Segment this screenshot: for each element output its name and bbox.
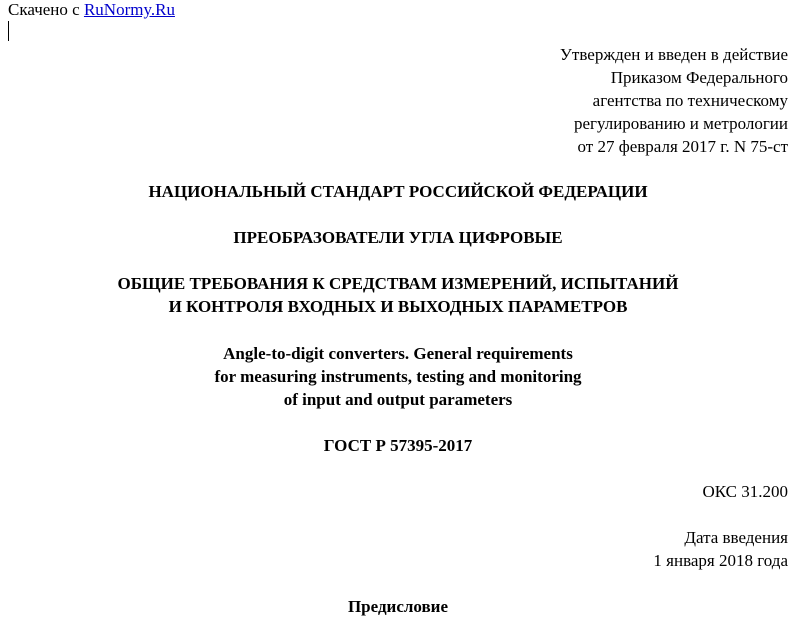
subtitle-line: И КОНТРОЛЯ ВХОДНЫХ И ВЫХОДНЫХ ПАРАМЕТРОВ (168, 297, 628, 316)
source-line (8, 0, 175, 21)
document-heading: НАЦИОНАЛЬНЫЙ СТАНДАРТ РОССИЙСКОЙ ФЕДЕРАЦИИ (148, 182, 648, 201)
source-link[interactable]: RuNormy.Ru (83, 0, 175, 19)
oks-code: ОКС 31.200 (702, 482, 788, 501)
text-cursor (8, 21, 9, 41)
standard-number: ГОСТ Р 57395-2017 (323, 436, 473, 455)
document-title: ПРЕОБРАЗОВАТЕЛИ УГЛА ЦИФРОВЫЕ (233, 228, 563, 247)
document-subtitle (0, 272, 790, 318)
foreword-heading: Предисловие (347, 597, 449, 616)
approval-line: Утвержден и введен в действие (559, 45, 788, 64)
introduction-date-value: 1 января 2018 года (653, 551, 788, 570)
english-title-line: for measuring instruments, testing and monitoring (214, 367, 582, 386)
approval-block (560, 43, 788, 158)
subtitle-line: ОБЩИЕ ТРЕБОВАНИЯ К СРЕДСТВАМ ИЗМЕРЕНИЙ, ИСПЫТАНИЙ (117, 274, 679, 293)
english-title-line: of input and output parameters (283, 390, 513, 409)
english-title (0, 342, 790, 411)
approval-line: регулированию и метрологии (573, 114, 788, 133)
source-prefix: Скачено с (8, 0, 84, 19)
approval-line: от 27 февраля 2017 г. N 75-ст (577, 137, 788, 156)
approval-line: Приказом Федерального (610, 68, 788, 87)
english-title-line: Angle-to-digit converters. General requirements (223, 344, 573, 363)
approval-line: агентства по техническому (592, 91, 788, 110)
introduction-date (653, 526, 788, 572)
introduction-date-label: Дата введения (684, 528, 788, 547)
